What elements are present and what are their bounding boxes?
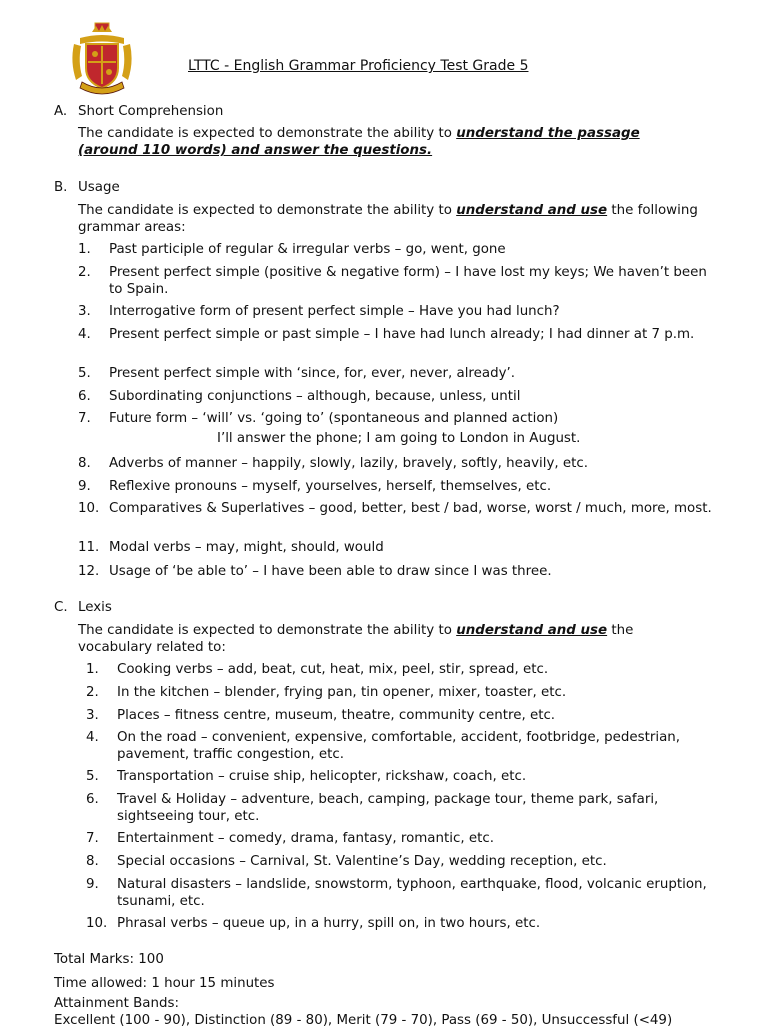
usage-item-7-example: I’ll answer the phone; I am going to London in August. bbox=[217, 431, 581, 446]
lexis-item bbox=[78, 876, 718, 910]
lexis-item-text: Travel & Holiday – adventure, beach, camping, package tour, theme park, safari, sightseeing tour, etc. bbox=[117, 792, 659, 824]
attainment-bands-label: Attainment Bands: bbox=[54, 996, 179, 1011]
usage-item-text: Present perfect simple (positive & negative form) – I have lost my keys; We haven’t been to Spain. bbox=[109, 265, 707, 297]
section-c-intro: The candidate is expected to demonstrate the ability to bbox=[78, 623, 457, 638]
lexis-item-number: 1. bbox=[86, 662, 99, 677]
section-c-emphasis: understand and use bbox=[456, 623, 608, 638]
lexis-item-number: 3. bbox=[86, 708, 99, 723]
usage-item bbox=[78, 303, 718, 320]
section-b-title: Usage bbox=[78, 180, 120, 195]
lexis-item-text: On the road – convenient, expensive, comfortable, accident, footbridge, pedestrian, pavement, traffic congestion, etc. bbox=[117, 730, 681, 762]
lexis-item-number: 9. bbox=[86, 877, 99, 892]
usage-item bbox=[78, 500, 718, 517]
usage-item-text: Adverbs of manner – happily, slowly, lazily, bravely, softly, heavily, etc. bbox=[109, 456, 588, 471]
section-b-intro: The candidate is expected to demonstrate the ability to bbox=[78, 203, 457, 218]
usage-item bbox=[78, 539, 718, 556]
usage-item-text: Subordinating conjunctions – although, because, unless, until bbox=[109, 389, 521, 404]
usage-item bbox=[78, 365, 718, 382]
usage-item bbox=[78, 388, 718, 405]
total-marks: Total Marks: 100 bbox=[54, 952, 164, 967]
lexis-item-text: Natural disasters – landslide, snowstorm, typhoon, earthquake, flood, volcanic eruption, tsunami, etc. bbox=[117, 877, 707, 909]
lexis-item-text: Places – fitness centre, museum, theatre, community centre, etc. bbox=[117, 708, 556, 723]
section-a-emphasis-2: (around 110 words) and answer the questions. bbox=[78, 143, 433, 158]
lexis-item bbox=[78, 791, 718, 825]
lexis-item bbox=[78, 768, 718, 785]
usage-item-number: 8. bbox=[78, 456, 91, 471]
section-c-letter: C. bbox=[54, 600, 68, 615]
usage-item-text: Interrogative form of present perfect simple – Have you had lunch? bbox=[109, 304, 560, 319]
usage-item-text: Future form – ‘will’ vs. ‘going to’ (spontaneous and planned action) bbox=[109, 411, 559, 426]
usage-item-number: 12. bbox=[78, 564, 100, 579]
lexis-item-number: 6. bbox=[86, 792, 99, 807]
usage-item-number: 3. bbox=[78, 304, 91, 319]
usage-item bbox=[78, 563, 718, 580]
page-title: LTTC - English Grammar Proficiency Test Grade 5 bbox=[188, 58, 529, 74]
section-c-description bbox=[78, 622, 698, 656]
lexis-item bbox=[78, 915, 718, 932]
usage-item-number: 6. bbox=[78, 389, 91, 404]
usage-item-number: 4. bbox=[78, 327, 91, 342]
usage-item bbox=[78, 264, 718, 298]
lexis-item bbox=[78, 661, 718, 678]
lexis-item bbox=[78, 684, 718, 701]
coat-of-arms-icon bbox=[68, 22, 136, 100]
lexis-item-text: Phrasal verbs – queue up, in a hurry, spill on, in two hours, etc. bbox=[117, 916, 541, 931]
usage-item bbox=[78, 326, 718, 343]
section-b-heading bbox=[54, 180, 120, 195]
section-c-intro-end: the vocabulary related to: bbox=[78, 623, 634, 655]
usage-item-text: Present perfect simple or past simple – I have had lunch already; I had dinner at 7 p.m. bbox=[109, 327, 695, 342]
usage-item bbox=[78, 478, 718, 495]
section-a-intro: The candidate is expected to demonstrate the ability to bbox=[78, 126, 457, 141]
lexis-item bbox=[78, 830, 718, 847]
lexis-item-number: 7. bbox=[86, 831, 99, 846]
section-b-letter: B. bbox=[54, 180, 68, 195]
lexis-item bbox=[78, 707, 718, 724]
usage-item-number: 2. bbox=[78, 265, 91, 280]
usage-item-text: Comparatives & Superlatives – good, better, best / bad, worse, worst / much, more, most. bbox=[109, 501, 712, 516]
section-a-letter: A. bbox=[54, 104, 68, 119]
usage-item-text: Present perfect simple with ‘since, for, ever, never, already’. bbox=[109, 366, 516, 381]
usage-item-text: Modal verbs – may, might, should, would bbox=[109, 540, 384, 555]
usage-item-number: 10. bbox=[78, 501, 100, 516]
usage-item bbox=[78, 455, 718, 472]
time-allowed: Time allowed: 1 hour 15 minutes bbox=[54, 976, 275, 991]
lexis-item-text: Cooking verbs – add, beat, cut, heat, mix, peel, stir, spread, etc. bbox=[117, 662, 549, 677]
section-b-intro-end: the following grammar areas: bbox=[78, 203, 698, 235]
usage-item-number: 9. bbox=[78, 479, 91, 494]
lexis-item-number: 8. bbox=[86, 854, 99, 869]
lexis-item-text: Special occasions – Carnival, St. Valentine’s Day, wedding reception, etc. bbox=[117, 854, 607, 869]
lexis-item-number: 4. bbox=[86, 730, 99, 745]
usage-item-text: Reflexive pronouns – myself, yourselves, herself, themselves, etc. bbox=[109, 479, 552, 494]
section-b-description bbox=[78, 202, 698, 236]
usage-item-text: Past participle of regular & irregular verbs – go, went, gone bbox=[109, 242, 506, 257]
section-c-heading bbox=[54, 600, 112, 615]
usage-item-text: Usage of ‘be able to’ – I have been able to draw since I was three. bbox=[109, 564, 552, 579]
lexis-item-number: 10. bbox=[86, 916, 108, 931]
usage-item-number: 5. bbox=[78, 366, 91, 381]
lexis-item bbox=[78, 853, 718, 870]
lexis-item-text: Transportation – cruise ship, helicopter, rickshaw, coach, etc. bbox=[117, 769, 527, 784]
lexis-item-number: 2. bbox=[86, 685, 99, 700]
lexis-item-text: In the kitchen – blender, frying pan, tin opener, mixer, toaster, etc. bbox=[117, 685, 567, 700]
section-a-heading bbox=[54, 104, 223, 119]
attainment-bands: Excellent (100 - 90), Distinction (89 - 80), Merit (79 - 70), Pass (69 - 50), Unsuccessful (<49) bbox=[54, 1013, 673, 1028]
lexis-item bbox=[78, 729, 718, 763]
section-a-emphasis-1: understand the passage bbox=[456, 126, 640, 141]
section-b-emphasis: understand and use bbox=[456, 203, 608, 218]
lexis-item-number: 5. bbox=[86, 769, 99, 784]
section-a-title: Short Comprehension bbox=[78, 104, 224, 119]
section-a-description bbox=[78, 125, 698, 159]
usage-item bbox=[78, 241, 718, 258]
usage-item-number: 11. bbox=[78, 540, 100, 555]
usage-item-number: 1. bbox=[78, 242, 91, 257]
usage-item-number: 7. bbox=[78, 411, 91, 426]
lexis-item-text: Entertainment – comedy, drama, fantasy, romantic, etc. bbox=[117, 831, 494, 846]
usage-item bbox=[78, 410, 718, 427]
section-c-title: Lexis bbox=[78, 600, 112, 615]
